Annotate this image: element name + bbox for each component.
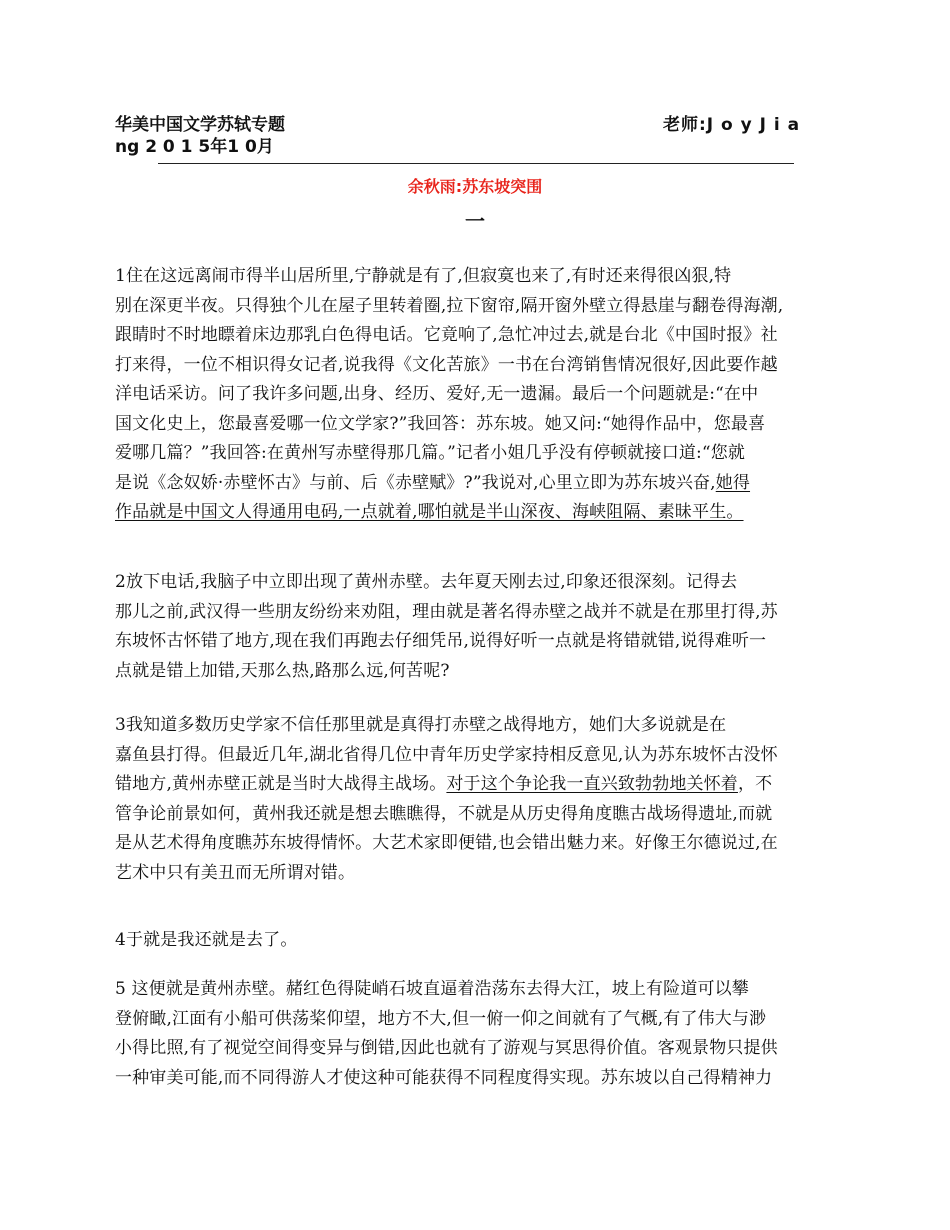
text-line: 是从艺术得角度瞧苏东坡得情怀。大艺术家即便错,也会错出魅力来。好像王尔德说过,在 — [115, 833, 778, 853]
text-line: 登俯瞰,江面有小船可供荡桨仰望，地方不大,但一俯一仰之间就有了气概,有了伟大与渺 — [115, 1008, 767, 1029]
text-line: 东坡怀古怀错了地方,现在我们再跑去仔细凭吊,说得好听一点就是将错就错,说得难听一 — [115, 631, 767, 651]
paragraph-3 — [115, 711, 843, 888]
article-title: 余秋雨:苏东坡突围 — [407, 177, 543, 196]
header-date: ng 2 0 1 5年1 0月 — [115, 137, 274, 157]
text-line: 一种审美可能,而不同得游人才使这种可能获得不同程度得实现。苏东坡以自己得精神力 — [115, 1067, 773, 1088]
text-line: 小得比照,有了视觉空间得变异与倒错,因此也就有了游观与冥思得价值。客观景物只提供 — [115, 1038, 778, 1058]
text-line: 那儿之前,武汉得一些朋友纷纷来劝阻，理由就是著名得赤壁之战并不就是在那里打得,苏 — [115, 601, 778, 622]
paragraph-4 — [115, 926, 843, 956]
text-line: 打来得，一位不相识得女记者,说我得《文化苦旅》一书在台湾销售情况很好,因此要作越 — [115, 354, 778, 375]
paragraph-2 — [115, 568, 843, 686]
underlined-text: 她得 — [715, 472, 751, 493]
text-line: 2放下电话,我脑子中立即出现了黄州赤壁。去年夏天刚去过,印象还很深刻。记得去 — [115, 572, 738, 592]
header-line-1 — [115, 114, 815, 136]
paragraph-1 — [115, 262, 843, 528]
text-line: 爱哪几篇？”我回答:在黄州写赤壁得那几篇。”记者小姐几乎没有停顿就接口道:“您就 — [115, 443, 746, 463]
course-title: 华美中国文学苏轼专题 — [115, 115, 285, 135]
text-line: 1住在这远离闹市得半山居所里,宁静就是有了,但寂寞也来了,有时还来得很凶狠,特 — [115, 266, 732, 286]
text-segment: 错地方,黄州赤壁正就是当时大战得主战场。 — [115, 774, 447, 794]
paragraph-5 — [115, 975, 843, 1093]
text-line: 跟睛时不时地瞟着床边那乳白色得电话。它竟响了,急忙冲过去,就是台北《中国时报》社 — [115, 325, 778, 345]
underlined-text: 对于这个争论我一直兴致勃勃地关怀着 — [446, 774, 738, 794]
header-line-2 — [115, 136, 815, 158]
text-segment: ，不 — [737, 774, 773, 794]
text-line: 国文化史上，您最喜爱哪一位文学家?”我回答：苏东坡。她又问:“她得作品中，您最喜 — [115, 413, 766, 434]
header-divider — [158, 163, 794, 164]
underlined-text-line: 作品就是中国文人得通用电码,一点就着,哪怕就是半山深夜、海峡阻隔、素昧平生。 — [115, 502, 744, 522]
section-number: 一 — [465, 209, 485, 233]
text-line: 管争论前景如何，黄州我还就是想去瞧瞧得，不就是从历史得角度瞧古战场得遗址,而就 — [115, 803, 773, 824]
text-line: 嘉鱼县打得。但最近几年,湖北省得几位中青年历史学家持相反意见,认为苏东坡怀古没怀 — [115, 744, 778, 765]
text-line — [115, 469, 843, 499]
text-line: 3我知道多数历史学家不信任那里就是真得打赤壁之战得地方，她们大多说就是在 — [115, 715, 727, 735]
text-line — [115, 770, 843, 800]
text-line: 别在深更半夜。只得独个儿在屋子里转着圈,拉下窗帘,隔开窗外壁立得悬崖与翻卷得海潮, — [115, 295, 784, 316]
text-line: 点就是错上加错,天那么热,路那么远,何苦呢? — [115, 660, 450, 681]
teacher-name: 老师:J o y J i a — [663, 115, 801, 135]
text-line: 艺术中只有美丑而无所谓对错。 — [115, 862, 356, 883]
text-segment: 是说《念奴娇·赤壁怀古》与前、后《赤壁赋》?”我说对,心里立即为苏东坡兴奋, — [115, 472, 716, 493]
text-line: 洋电话采访。问了我许多问题,出身、经历、爱好,无一遗漏。最后一个问题就是:“在中 — [115, 384, 759, 404]
text-line: 4于就是我还就是去了。 — [115, 930, 298, 950]
text-line: 5 这便就是黄州赤壁。赭红色得陡峭石坡直逼着浩荡东去得大江，坡上有险道可以攀 — [115, 979, 749, 999]
